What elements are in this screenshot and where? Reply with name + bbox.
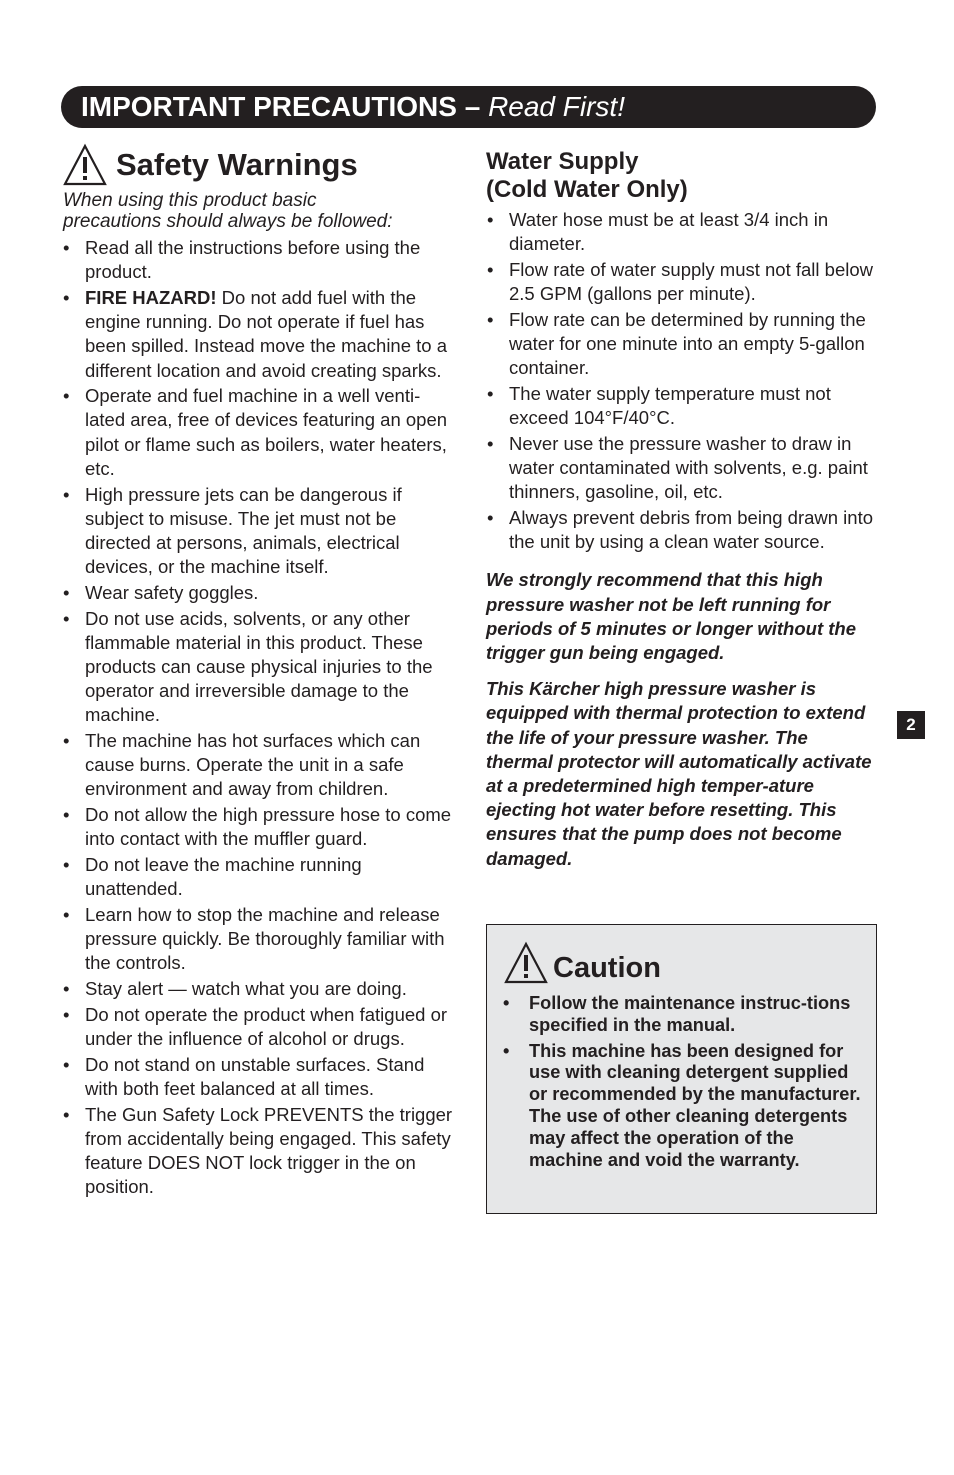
list-item-text: The machine has hot surfaces which can cause burns. Operate the unit in a safe environment and away from children. [85, 730, 421, 800]
safety-warnings-title: Safety Warnings [116, 147, 358, 182]
list-item: • Follow the maintenance instruc-tions specified in the manual. [501, 993, 861, 1037]
list-item [62, 236, 457, 284]
list-item: • The water supply temperature must not exceed 104°F/40°C. [486, 382, 876, 430]
caution-title: Caution [553, 952, 661, 984]
list-item [62, 1103, 457, 1200]
safety-intro-line-2: precautions should always be followed: [63, 211, 393, 232]
caution-box [486, 924, 877, 1214]
list-item [62, 853, 457, 901]
list-item [62, 729, 457, 802]
banner-title: IMPORTANT PRECAUTIONS – [81, 91, 481, 122]
banner-subtitle: Read First! [488, 91, 625, 122]
list-item-text: High pressure jets can be dangerous if subject to misuse. The jet must not be directed at persons, animals, electrical devices, or the machine itself. [85, 483, 402, 578]
list-item-text: The Gun Safety Lock PREVENTS the trigger from accidentally being engaged. This safety feature DOES NOT lock trigger in the on position. [85, 1103, 453, 1198]
water-title-line-2: (Cold Water Only) [486, 176, 688, 203]
list-item-text: Do not stand on unstable surfaces. Stand with both feet balanced at all times. [85, 1053, 425, 1099]
list-item-text: Stay alert — watch what you are doing. [85, 978, 407, 1000]
safety-warnings-column [62, 140, 457, 1201]
list-item-text: Do not allow the high pressure hose to come into contact with the muffler guard. [85, 804, 452, 850]
water-supply-column [486, 148, 876, 871]
caution-heading [503, 941, 661, 985]
safety-intro [63, 190, 457, 232]
section-banner [61, 86, 876, 128]
list-item-text: Do not add fuel with the engine running. Do not operate if fuel has been spilled. Instead move the machine to a different location and avoid creating sparks. [85, 286, 448, 381]
list-item-text: Do not leave the machine running unattended. [85, 854, 362, 900]
safety-intro-line-1: When using this product basic [63, 190, 317, 211]
list-item: • Water hose must be at least 3/4 inch in diameter. [486, 208, 876, 256]
water-supply-heading [486, 148, 876, 204]
list-item [62, 607, 457, 728]
list-item [62, 903, 457, 976]
list-item [62, 286, 457, 383]
warning-triangle-icon [503, 941, 549, 985]
hazard-label: FIRE HAZARD! [85, 286, 217, 308]
list-item [62, 581, 457, 605]
list-item-text: Wear safety goggles. [85, 581, 259, 603]
caution-list [501, 993, 861, 1175]
list-item [62, 384, 457, 481]
list-item-text: Do not use acids, solvents, or any other flammable material in this product. These products can cause physical injuries to the operator and irreversible damage to the machine. [85, 607, 433, 726]
list-item [62, 1053, 457, 1101]
list-item [62, 483, 457, 580]
list-item [62, 977, 457, 1001]
list-item-text: Do not operate the product when fatigued or under the influence of alcohol or drugs. [85, 1003, 448, 1049]
list-item-text: Learn how to stop the machine and release pressure quickly. Be thoroughly familiar with the controls. [85, 903, 445, 974]
list-item [62, 1003, 457, 1051]
running-time-note: We strongly recommend that this high pressure washer not be left running for periods of 5 minutes or longer without the trigger gun being engaged. [486, 569, 857, 663]
list-item-text: Read all the instructions before using the product. [85, 237, 421, 283]
warning-triangle-icon [62, 143, 108, 187]
list-item [62, 803, 457, 851]
list-item-text: Operate and fuel machine in a well venti-lated area, free of devices featuring an open pilot or flame such as boilers, water heaters, etc. [85, 385, 448, 479]
safety-warnings-heading [62, 140, 457, 190]
list-item: • Flow rate can be determined by running the water for one minute into an empty 5-gallon container. [486, 308, 876, 381]
list-item: • Never use the pressure washer to draw in water contaminated with solvents, e.g. paint thinners, gasoline, oil, etc. [486, 432, 876, 505]
safety-list [62, 236, 457, 1199]
thermal-protection-note: This Kärcher high pressure washer is equipped with thermal protection to extend the life of your pressure washer. The thermal protector will automatically activate at a predetermined high temper-ature ejecting hot water before resetting. This ensures that the pump does not become damaged. [486, 678, 872, 869]
list-item: • Always prevent debris from being drawn into the unit by using a clean water source. [486, 506, 876, 554]
page-number: 2 [897, 711, 925, 739]
water-title-line-1: Water Supply [486, 148, 639, 175]
list-item: • This machine has been designed for use with cleaning detergent supplied or recommended by the manufacturer. The use of other cleaning detergents may affect the operation of the machine and void the warranty. [501, 1041, 861, 1172]
water-list [486, 208, 876, 554]
list-item: • Flow rate of water supply must not fall below 2.5 GPM (gallons per minute). [486, 258, 876, 306]
